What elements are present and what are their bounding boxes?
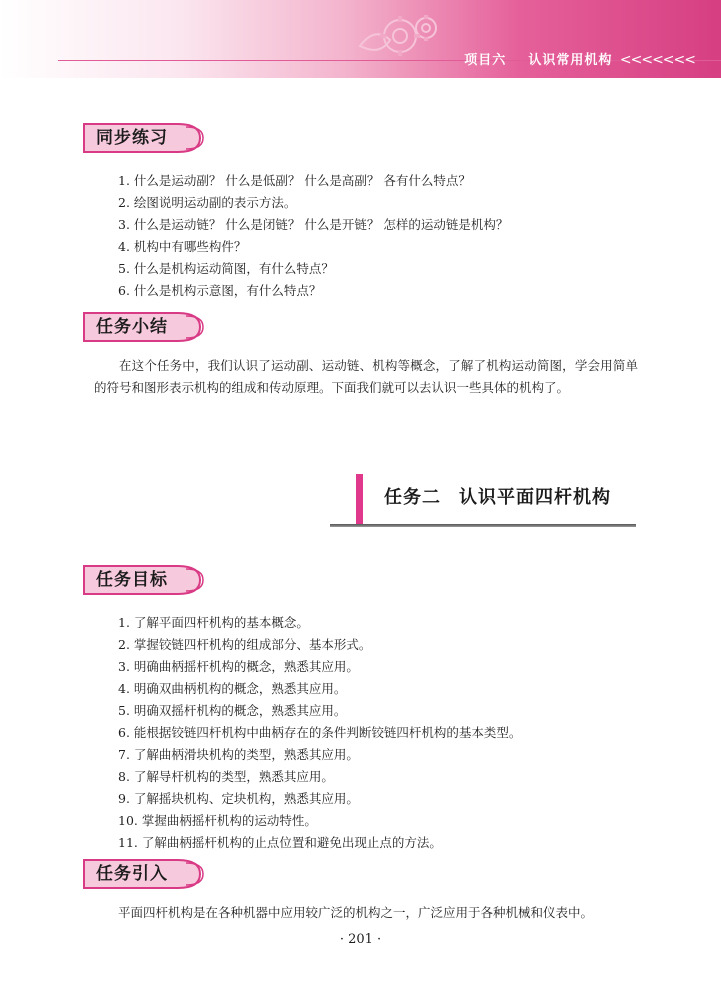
header-chapter: 项目六 xyxy=(464,53,507,68)
list-item: 11. 了解曲柄摇杆机构的止点位置和避免出现止点的方法。 xyxy=(118,835,442,850)
list-item: 1. 了解平面四杆机构的基本概念。 xyxy=(118,615,309,630)
page-header xyxy=(0,0,721,78)
intro-paragraph: 平面四杆机构是在各种机器中应用较广泛的机构之一，广泛应用于各种机械和仪表中。 xyxy=(118,905,594,920)
header-title xyxy=(464,50,695,70)
task-number: 任务二 xyxy=(384,487,441,508)
section-title: 任务小结 xyxy=(96,317,168,337)
list-item: 9. 了解摇块机构、定块机构，熟悉其应用。 xyxy=(118,791,359,806)
list-item: 4. 明确双曲柄机构的概念，熟悉其应用。 xyxy=(118,681,347,696)
section-tag-goals xyxy=(82,563,206,597)
list-item: 6. 能根据铰链四杆机构中曲柄存在的条件判断铰链四杆机构的基本类型。 xyxy=(118,725,522,740)
list-item: 3. 什么是运动链？ 什么是闭链？ 什么是开链？ 怎样的运动链是机构？ xyxy=(118,217,509,232)
goals-list xyxy=(118,612,521,854)
section-title: 任务引入 xyxy=(96,864,168,884)
task-name: 认识平面四杆机构 xyxy=(459,487,611,508)
section-tag-intro xyxy=(82,857,206,891)
list-item: 5. 什么是机构运动简图，有什么特点？ xyxy=(118,261,334,276)
list-item: 1. 什么是运动副？ 什么是低副？ 什么是高副？ 各有什么特点？ xyxy=(118,173,471,188)
task-title xyxy=(384,484,611,512)
section-title: 同步练习 xyxy=(96,128,168,148)
list-item: 4. 机构中有哪些构件？ xyxy=(118,239,247,254)
task-title-accent-bar xyxy=(356,474,363,526)
section-title: 任务目标 xyxy=(96,570,168,590)
summary-paragraph: 在这个任务中，我们认识了运动副、运动链、机构等概念，了解了机构运动简图，学会用简单的符号和图形表示机构的组成和传动原理。下面我们就可以去认识一些具体的机构了。 xyxy=(94,358,638,395)
list-item: 5. 明确双摇杆机构的概念，熟悉其应用。 xyxy=(118,703,347,718)
section-tag-summary xyxy=(82,310,206,344)
section-tag-practice xyxy=(82,121,206,155)
list-item: 2. 绘图说明运动副的表示方法。 xyxy=(118,195,297,210)
practice-list xyxy=(118,170,508,302)
gear-decoration-icon xyxy=(340,6,450,68)
list-item: 3. 明确曲柄摇杆机构的概念，熟悉其应用。 xyxy=(118,659,359,674)
task-title-underline xyxy=(330,524,636,527)
page-number: · 201 · xyxy=(339,932,382,947)
list-item: 10. 掌握曲柄摇杆机构的运动特性。 xyxy=(118,813,317,828)
list-item: 6. 什么是机构示意图，有什么特点？ xyxy=(118,283,322,298)
header-chevrons: <<<<<<< xyxy=(619,52,695,68)
list-item: 2. 掌握铰链四杆机构的组成部分、基本形式。 xyxy=(118,637,372,652)
list-item: 7. 了解曲柄滑块机构的类型，熟悉其应用。 xyxy=(118,747,359,762)
header-chapter-title: 认识常用机构 xyxy=(528,53,613,68)
list-item: 8. 了解导杆机构的类型，熟悉其应用。 xyxy=(118,769,334,784)
